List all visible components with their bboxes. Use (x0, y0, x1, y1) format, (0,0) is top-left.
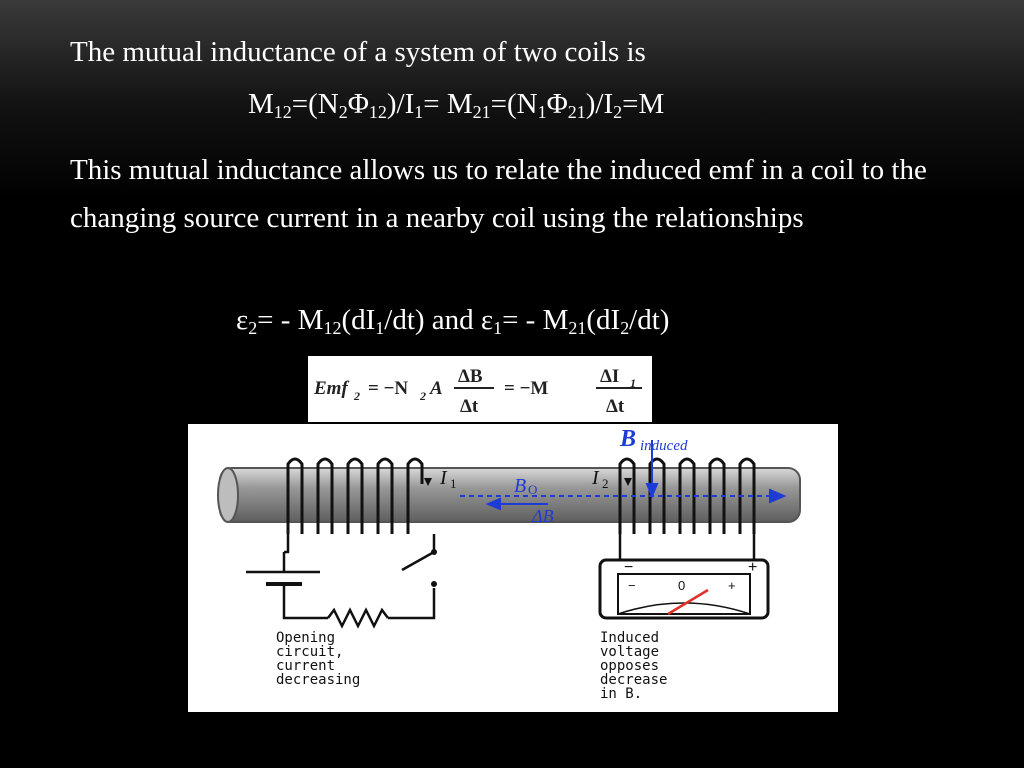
eq1-part: =(N (291, 88, 339, 120)
intro-text: The mutual inductance of a system of two coils is (70, 36, 646, 68)
right-caption-line: Induced (600, 630, 660, 646)
mutual-inductance-equation (248, 88, 664, 121)
i2-label: I (592, 467, 599, 489)
scale-plus: + (728, 578, 736, 593)
i2-sub: 2 (602, 476, 609, 491)
eq1-part: M (248, 88, 274, 120)
eq1-sub: 2 (338, 102, 348, 123)
b0-sub: O (528, 482, 538, 497)
left-caption-line: current (276, 658, 336, 674)
explanation-paragraph: This mutual inductance allows us to relate the induced emf in a coil to the changing source current in a nearby coil using the relationships (70, 154, 927, 234)
formula-sub: 2 (420, 389, 426, 403)
eq1-part: )/I (585, 88, 614, 120)
terminal-plus: + (748, 559, 758, 576)
eq1-sub: 21 (472, 102, 491, 123)
eq2-sub: 2 (248, 318, 258, 339)
i1-label: I (440, 467, 447, 489)
left-caption-line: circuit, (276, 644, 344, 660)
b-induced-sub: induced (640, 438, 688, 454)
right-caption-line: voltage (600, 644, 660, 660)
eq2-part: ε (236, 304, 249, 336)
eq1-part: )/I (386, 88, 415, 120)
left-caption-line: decreasing (276, 672, 361, 688)
right-caption-line: decrease (600, 672, 668, 688)
eq1-part: =(N (490, 88, 538, 120)
formula-dB: ΔB (458, 366, 483, 387)
terminal-minus: − (624, 559, 634, 576)
switch-contact (431, 581, 437, 587)
right-caption-line: opposes (600, 658, 660, 674)
scale-minus: − (628, 578, 636, 593)
eq1-part: =M (622, 88, 665, 120)
formula-A: A (430, 378, 443, 399)
formula-eqN: = −N (368, 378, 409, 399)
formula-dt2: Δt (606, 396, 625, 417)
eq1-sub: 12 (368, 102, 387, 123)
eq2-part: = - M (257, 304, 324, 336)
eq2-part: = - M (502, 304, 569, 336)
formula-eqM: = −M (504, 378, 549, 399)
eq2-part: (dI (341, 304, 376, 336)
formula-sub: 2 (354, 389, 360, 403)
formula-sub: 1 (630, 376, 636, 390)
mutual-induction-diagram (188, 424, 838, 712)
scale-zero: 0 (678, 578, 686, 593)
eq2-part: (dI (586, 304, 621, 336)
formula-emf: Emf (314, 378, 348, 399)
eq1-sub: 1 (414, 102, 424, 123)
eq1-part: = M (423, 88, 473, 120)
eq2-sub: 1 (493, 318, 503, 339)
i1-sub: 1 (450, 476, 457, 491)
eq2-part: /dt) and ε (384, 304, 494, 336)
eq2-sub: 12 (323, 318, 342, 339)
formula-dt: Δt (460, 396, 479, 417)
eq2-part: /dt) (629, 304, 670, 336)
eq1-sub: 2 (613, 102, 623, 123)
eq1-part: Φ (546, 88, 568, 120)
eq1-sub: 1 (537, 102, 547, 123)
primary-circuit (284, 534, 434, 626)
eq1-sub: 12 (273, 102, 292, 123)
eq1-sub: 21 (567, 102, 586, 123)
b0-label: B (514, 475, 527, 497)
secondary-circuit (620, 534, 754, 562)
eq2-sub: 21 (568, 318, 587, 339)
eq2-sub: 1 (375, 318, 385, 339)
rod-end (218, 468, 238, 522)
induced-emf-equations (236, 304, 669, 337)
eq1-part: Φ (347, 88, 369, 120)
switch-contact (431, 549, 437, 555)
b-induced-label: B (620, 426, 637, 452)
delta-b-label: ΔB (532, 506, 554, 526)
eq2-sub: 2 (620, 318, 630, 339)
formula-dI: ΔI (600, 366, 620, 387)
left-caption-line: Opening (276, 630, 336, 646)
right-caption-line: in B. (600, 686, 643, 702)
emf-formula-image (308, 356, 652, 422)
